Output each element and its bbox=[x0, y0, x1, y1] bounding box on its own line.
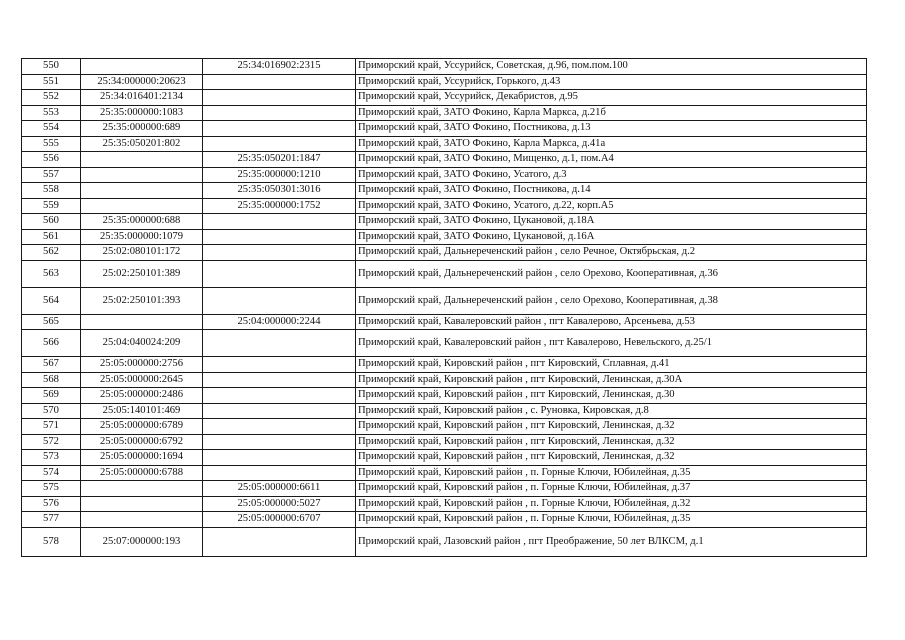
cadastral-number-alt-cell bbox=[203, 330, 356, 357]
table-row bbox=[22, 481, 867, 497]
cadastral-number-cell: 25:04:040024:209 bbox=[81, 330, 203, 357]
cadastral-number-cell: 25:05:000000:2645 bbox=[81, 372, 203, 388]
cadastral-number-alt-cell: 25:35:050301:3016 bbox=[203, 183, 356, 199]
address-cell: Приморский край, Кировский район , п. Горные Ключи, Юбилейная, д.37 bbox=[356, 481, 867, 497]
table-row bbox=[22, 121, 867, 137]
address-cell: Приморский край, Кировский район , пгт Кировский, Ленинская, д.30 bbox=[356, 388, 867, 404]
cadastral-number-cell bbox=[81, 314, 203, 330]
cadastral-number-alt-cell: 25:05:000000:5027 bbox=[203, 496, 356, 512]
address-cell: Приморский край, Кировский район , пгт Кировский, Сплавная, д.41 bbox=[356, 357, 867, 373]
cadastral-number-alt-cell bbox=[203, 105, 356, 121]
table-row bbox=[22, 229, 867, 245]
cadastral-number-alt-cell: 25:35:000000:1752 bbox=[203, 198, 356, 214]
address-cell: Приморский край, ЗАТО Фокино, Карла Маркса, д.21б bbox=[356, 105, 867, 121]
cadastral-number-cell: 25:05:000000:2756 bbox=[81, 357, 203, 373]
cadastral-number-cell bbox=[81, 496, 203, 512]
row-number-cell: 563 bbox=[22, 260, 81, 287]
row-number-cell: 554 bbox=[22, 121, 81, 137]
row-number-cell: 566 bbox=[22, 330, 81, 357]
cadastral-number-cell: 25:05:000000:1694 bbox=[81, 450, 203, 466]
address-cell: Приморский край, ЗАТО Фокино, Цукановой, д.16А bbox=[356, 229, 867, 245]
property-register-table bbox=[21, 58, 867, 557]
address-cell: Приморский край, Кировский район , п. Горные Ключи, Юбилейная, д.35 bbox=[356, 512, 867, 528]
cadastral-number-alt-cell bbox=[203, 357, 356, 373]
address-cell: Приморский край, Кировский район , пгт Кировский, Ленинская, д.32 bbox=[356, 434, 867, 450]
table-row bbox=[22, 59, 867, 75]
cadastral-number-alt-cell bbox=[203, 403, 356, 419]
cadastral-number-cell bbox=[81, 152, 203, 168]
row-number-cell: 553 bbox=[22, 105, 81, 121]
row-number-cell: 577 bbox=[22, 512, 81, 528]
cadastral-number-cell: 25:34:016401:2134 bbox=[81, 90, 203, 106]
cadastral-number-cell: 25:05:000000:6788 bbox=[81, 465, 203, 481]
row-number-cell: 550 bbox=[22, 59, 81, 75]
table-row bbox=[22, 152, 867, 168]
address-cell: Приморский край, Дальнереченский район , село Орехово, Кооперативная, д.38 bbox=[356, 287, 867, 314]
row-number-cell: 562 bbox=[22, 245, 81, 261]
cadastral-number-cell: 25:07:000000:193 bbox=[81, 527, 203, 556]
table-row bbox=[22, 330, 867, 357]
address-cell: Приморский край, Кировский район , п. Горные Ключи, Юбилейная, д.32 bbox=[356, 496, 867, 512]
address-cell: Приморский край, Кавалеровский район , пгт Кавалерово, Арсеньева, д.53 bbox=[356, 314, 867, 330]
table-row bbox=[22, 372, 867, 388]
address-cell: Приморский край, Кировский район , пгт Кировский, Ленинская, д.32 bbox=[356, 419, 867, 435]
address-cell: Приморский край, Кировский район , пгт Кировский, Ленинская, д.32 bbox=[356, 450, 867, 466]
table-row bbox=[22, 183, 867, 199]
row-number-cell: 556 bbox=[22, 152, 81, 168]
cadastral-number-cell bbox=[81, 198, 203, 214]
cadastral-number-cell bbox=[81, 167, 203, 183]
cadastral-number-alt-cell bbox=[203, 419, 356, 435]
cadastral-number-alt-cell bbox=[203, 450, 356, 466]
table-row bbox=[22, 287, 867, 314]
row-number-cell: 576 bbox=[22, 496, 81, 512]
cadastral-number-alt-cell bbox=[203, 90, 356, 106]
cadastral-number-cell: 25:35:000000:688 bbox=[81, 214, 203, 230]
table-row bbox=[22, 434, 867, 450]
address-cell: Приморский край, Кавалеровский район , пгт Кавалерово, Невельского, д.25/1 bbox=[356, 330, 867, 357]
cadastral-number-alt-cell bbox=[203, 527, 356, 556]
address-cell: Приморский край, ЗАТО Фокино, Постникова, д.13 bbox=[356, 121, 867, 137]
property-register-body bbox=[22, 59, 867, 557]
address-cell: Приморский край, Уссурийск, Декабристов, д.95 bbox=[356, 90, 867, 106]
table-row bbox=[22, 527, 867, 556]
row-number-cell: 569 bbox=[22, 388, 81, 404]
address-cell: Приморский край, Кировский район , п. Горные Ключи, Юбилейная, д.35 bbox=[356, 465, 867, 481]
row-number-cell: 571 bbox=[22, 419, 81, 435]
address-cell: Приморский край, ЗАТО Фокино, Мищенко, д.1, пом.А4 bbox=[356, 152, 867, 168]
address-cell: Приморский край, ЗАТО Фокино, Усатого, д.3 bbox=[356, 167, 867, 183]
cadastral-number-alt-cell bbox=[203, 245, 356, 261]
cadastral-number-cell: 25:02:250101:393 bbox=[81, 287, 203, 314]
cadastral-number-alt-cell bbox=[203, 465, 356, 481]
row-number-cell: 564 bbox=[22, 287, 81, 314]
address-cell: Приморский край, Дальнереченский район , село Речное, Октябрьская, д.2 bbox=[356, 245, 867, 261]
address-cell: Приморский край, Уссурийск, Советская, д.96, пом.пом.100 bbox=[356, 59, 867, 75]
row-number-cell: 559 bbox=[22, 198, 81, 214]
table-row bbox=[22, 198, 867, 214]
cadastral-number-cell bbox=[81, 183, 203, 199]
cadastral-number-cell: 25:05:000000:6792 bbox=[81, 434, 203, 450]
address-cell: Приморский край, Кировский район , с. Руновка, Кировская, д.8 bbox=[356, 403, 867, 419]
cadastral-number-alt-cell bbox=[203, 260, 356, 287]
address-cell: Приморский край, ЗАТО Фокино, Постникова, д.14 bbox=[356, 183, 867, 199]
row-number-cell: 557 bbox=[22, 167, 81, 183]
table-row bbox=[22, 136, 867, 152]
table-row bbox=[22, 74, 867, 90]
row-number-cell: 555 bbox=[22, 136, 81, 152]
cadastral-number-alt-cell: 25:05:000000:6611 bbox=[203, 481, 356, 497]
cadastral-number-alt-cell: 25:35:050201:1847 bbox=[203, 152, 356, 168]
address-cell: Приморский край, ЗАТО Фокино, Цукановой, д.18А bbox=[356, 214, 867, 230]
table-row bbox=[22, 314, 867, 330]
row-number-cell: 565 bbox=[22, 314, 81, 330]
row-number-cell: 578 bbox=[22, 527, 81, 556]
table-row bbox=[22, 105, 867, 121]
row-number-cell: 558 bbox=[22, 183, 81, 199]
cadastral-number-alt-cell bbox=[203, 388, 356, 404]
address-cell: Приморский край, Дальнереченский район , село Орехово, Кооперативная, д.36 bbox=[356, 260, 867, 287]
table-row bbox=[22, 357, 867, 373]
row-number-cell: 567 bbox=[22, 357, 81, 373]
row-number-cell: 568 bbox=[22, 372, 81, 388]
address-cell: Приморский край, ЗАТО Фокино, Усатого, д.22, корп.А5 bbox=[356, 198, 867, 214]
cadastral-number-cell: 25:05:140101:469 bbox=[81, 403, 203, 419]
cadastral-number-alt-cell bbox=[203, 434, 356, 450]
table-row bbox=[22, 260, 867, 287]
address-cell: Приморский край, Лазовский район , пгт Преображение, 50 лет ВЛКСМ, д.1 bbox=[356, 527, 867, 556]
table-row bbox=[22, 465, 867, 481]
table-row bbox=[22, 419, 867, 435]
cadastral-number-alt-cell: 25:04:000000:2244 bbox=[203, 314, 356, 330]
cadastral-number-cell: 25:05:000000:6789 bbox=[81, 419, 203, 435]
address-cell: Приморский край, ЗАТО Фокино, Карла Маркса, д.41а bbox=[356, 136, 867, 152]
row-number-cell: 573 bbox=[22, 450, 81, 466]
cadastral-number-cell bbox=[81, 481, 203, 497]
cadastral-number-cell: 25:35:000000:689 bbox=[81, 121, 203, 137]
row-number-cell: 561 bbox=[22, 229, 81, 245]
table-row bbox=[22, 167, 867, 183]
table-row bbox=[22, 245, 867, 261]
cadastral-number-cell: 25:05:000000:2486 bbox=[81, 388, 203, 404]
table-row bbox=[22, 90, 867, 106]
table-row bbox=[22, 450, 867, 466]
row-number-cell: 570 bbox=[22, 403, 81, 419]
cadastral-number-alt-cell bbox=[203, 214, 356, 230]
row-number-cell: 552 bbox=[22, 90, 81, 106]
cadastral-number-cell: 25:34:000000:20623 bbox=[81, 74, 203, 90]
cadastral-number-alt-cell bbox=[203, 229, 356, 245]
cadastral-number-alt-cell bbox=[203, 74, 356, 90]
cadastral-number-alt-cell: 25:05:000000:6707 bbox=[203, 512, 356, 528]
cadastral-number-cell bbox=[81, 512, 203, 528]
table-row bbox=[22, 496, 867, 512]
cadastral-number-alt-cell bbox=[203, 372, 356, 388]
table-row bbox=[22, 512, 867, 528]
row-number-cell: 572 bbox=[22, 434, 81, 450]
cadastral-number-cell: 25:35:000000:1083 bbox=[81, 105, 203, 121]
address-cell: Приморский край, Кировский район , пгт Кировский, Ленинская, д.30А bbox=[356, 372, 867, 388]
cadastral-number-alt-cell bbox=[203, 287, 356, 314]
address-cell: Приморский край, Уссурийск, Горького, д.43 bbox=[356, 74, 867, 90]
table-row bbox=[22, 403, 867, 419]
cadastral-number-alt-cell: 25:35:000000:1210 bbox=[203, 167, 356, 183]
row-number-cell: 560 bbox=[22, 214, 81, 230]
cadastral-number-alt-cell bbox=[203, 121, 356, 137]
row-number-cell: 575 bbox=[22, 481, 81, 497]
cadastral-number-cell: 25:35:000000:1079 bbox=[81, 229, 203, 245]
cadastral-number-cell bbox=[81, 59, 203, 75]
cadastral-number-cell: 25:02:250101:389 bbox=[81, 260, 203, 287]
table-row bbox=[22, 214, 867, 230]
cadastral-number-cell: 25:02:080101:172 bbox=[81, 245, 203, 261]
cadastral-number-alt-cell bbox=[203, 136, 356, 152]
cadastral-number-cell: 25:35:050201:802 bbox=[81, 136, 203, 152]
table-row bbox=[22, 388, 867, 404]
cadastral-number-alt-cell: 25:34:016902:2315 bbox=[203, 59, 356, 75]
row-number-cell: 574 bbox=[22, 465, 81, 481]
row-number-cell: 551 bbox=[22, 74, 81, 90]
